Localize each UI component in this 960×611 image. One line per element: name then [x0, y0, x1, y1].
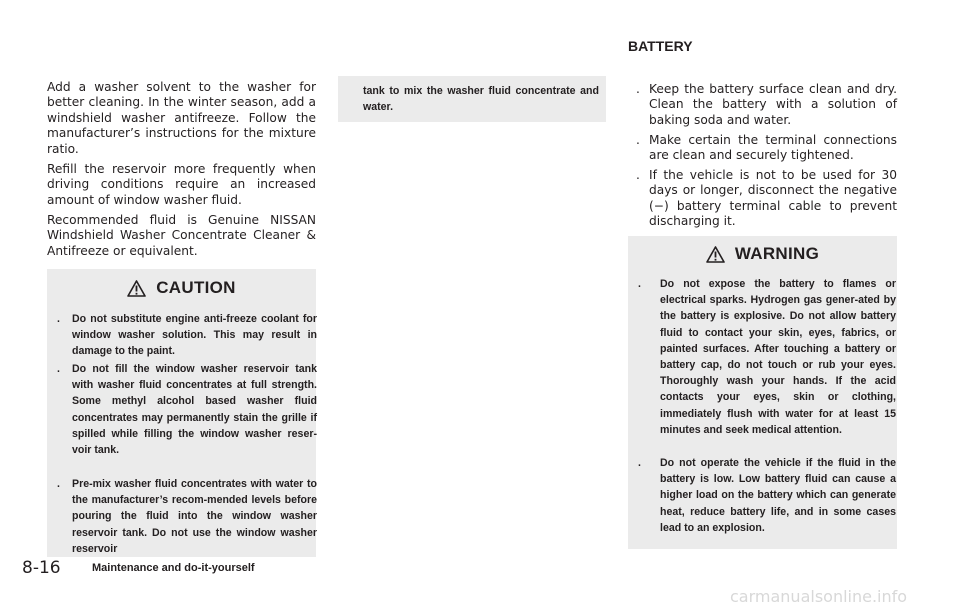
caution-heading	[47, 278, 316, 298]
paragraph: Recommended fluid is Genuine NISSAN Windshield Washer Concentrate Cleaner & Antifreeze or equivalent.	[47, 213, 316, 258]
chapter-title: Maintenance and do-it-yourself	[92, 562, 255, 574]
bullet-dot: .	[57, 313, 60, 325]
warning-triangle-icon	[127, 280, 146, 297]
bullet-dot: .	[636, 168, 640, 182]
battery-item-text: Keep the battery surface clean and dry. Clean the battery with a solution of baking soda and water.	[649, 82, 897, 127]
warning-box	[628, 236, 897, 549]
bullet-dot: .	[638, 278, 641, 290]
caution-label: CAUTION	[156, 278, 236, 297]
paragraph: Add a washer solvent to the washer for better cleaning. In the winter season, add a windshield washer antifreeze. Follow the manufacturer’s instructions for the mixture ratio.	[47, 80, 316, 156]
battery-item-text: If the vehicle is not to be used for 30 days or longer, disconnect the negative (−) battery terminal cable to prevent discharging it.	[649, 168, 897, 229]
bullet-dot: .	[636, 133, 640, 147]
caution-box	[47, 269, 316, 557]
bullet-dot: .	[57, 478, 60, 490]
caution-item-text: Do not fill the window washer reservoir tank with washer fluid concentrates at full strength. Some methyl alcohol based washer fluid concentrates may permanently stain the grille if spilled while filling the window washer reser-voir tank.	[72, 363, 317, 457]
caution-box-continued	[338, 76, 606, 122]
section-title: BATTERY	[628, 38, 693, 54]
warning-item-text: Do not operate the vehicle if the fluid in the battery is low. Low battery fluid can cause a higher load on the battery which can generate heat, reduce battery life, and in some cases lead to an explosion.	[660, 457, 896, 534]
bullet-dot: .	[638, 457, 641, 469]
watermark-text: carmanualsonline.info	[730, 587, 908, 606]
battery-item-text: Make certain the terminal connections are clean and securely tightened.	[649, 133, 897, 163]
caution-item-text: Do not substitute engine anti-freeze coolant for window washer solution. This may result in damage to the paint.	[72, 313, 317, 358]
caution-item-text: Pre-mix washer fluid concentrates with water to the manufacturer’s recom-mended levels before pouring the fluid into the window washer reservoir tank. Do not use the window washer reservoir	[72, 478, 317, 555]
caution-continuation-text: tank to mix the washer fluid concentrate and water.	[363, 85, 599, 114]
warning-heading	[628, 244, 897, 264]
warning-item-text: Do not expose the battery to flames or electrical sparks. Hydrogen gas gener-ated by the battery is explosive. Do not allow battery fluid to contact your skin, eyes, fabrics, or painted surfaces. After touching a battery or battery cap, do not touch or rub your eyes. Thoroughly wash your hands. If the acid contacts your eyes, skin or clothing, immediately flush with water for at least 15 minutes and seek medical attention.	[660, 278, 896, 436]
bullet-dot: .	[57, 363, 60, 375]
paragraph: Refill the reservoir more frequently when driving conditions require an increased amount of window washer fluid.	[47, 162, 316, 207]
bullet-dot: .	[636, 82, 640, 96]
warning-triangle-icon	[706, 246, 725, 263]
warning-label: WARNING	[734, 244, 820, 263]
page-number: 8-16	[22, 558, 61, 578]
